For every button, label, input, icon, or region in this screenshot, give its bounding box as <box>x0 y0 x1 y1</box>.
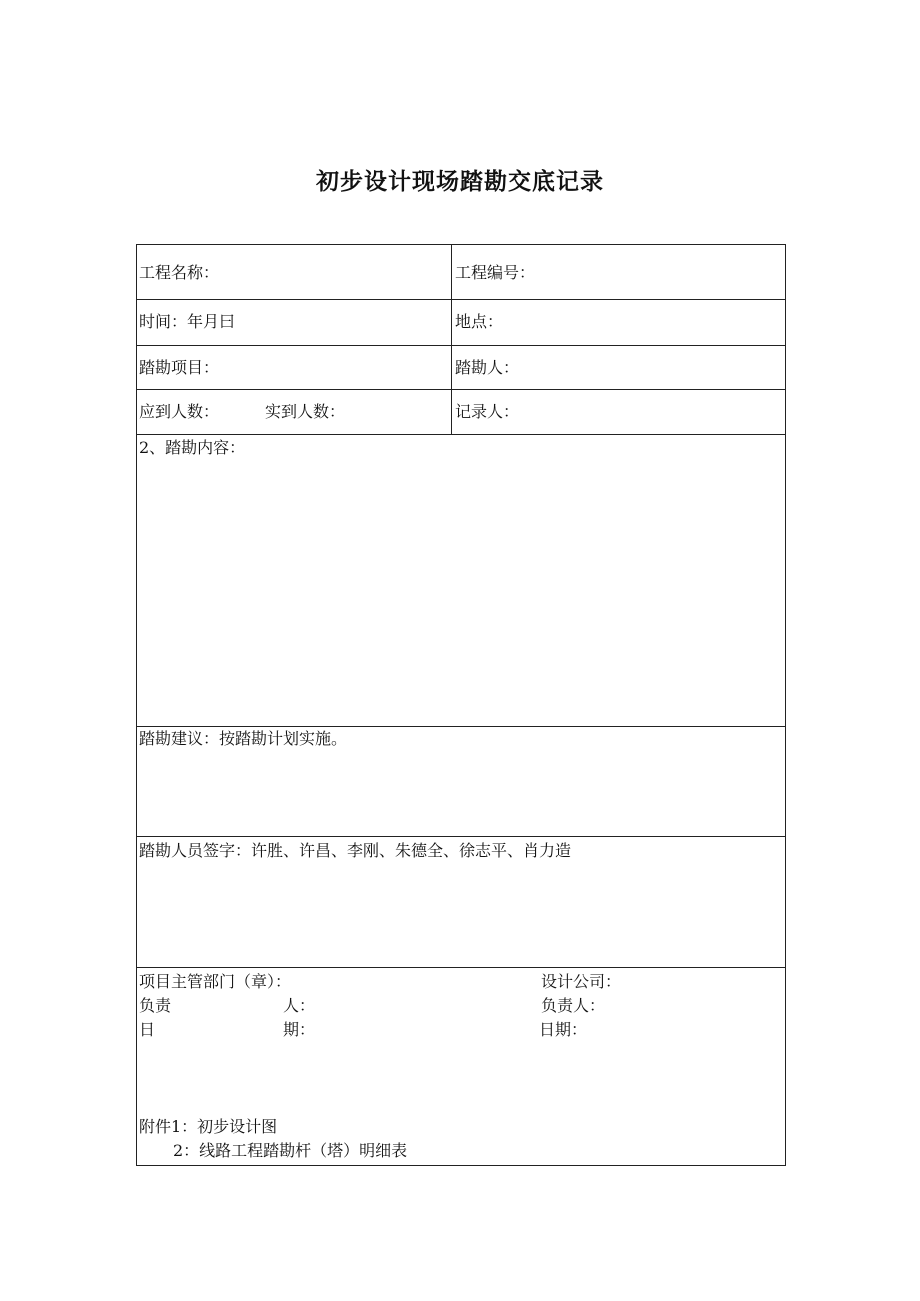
row-divider <box>137 299 785 300</box>
survey-form <box>136 244 786 1166</box>
dept-date-suffix: 期： <box>283 1020 316 1039</box>
row-divider <box>137 967 785 968</box>
project-number-label: 工程编号： <box>455 263 536 282</box>
recorder-label: 记录人： <box>455 402 520 421</box>
time-label: 时间：年月曰 <box>139 312 236 331</box>
survey-content-label: 2、踏勘内容： <box>139 438 246 457</box>
signatures-label: 踏勘人员签字：许胜、许昌、李刚、朱德全、徐志平、肖力造 <box>139 841 572 860</box>
project-name-label: 工程名称： <box>139 263 220 282</box>
dept-responsible-suffix: 人： <box>283 996 316 1015</box>
company-responsible-label: 负责人： <box>541 996 606 1015</box>
row-divider <box>137 345 785 346</box>
survey-item-label: 踏勘项目： <box>139 358 220 377</box>
company-label: 设计公司： <box>541 972 622 991</box>
attachment-2: 2：线路工程踏勘杆（塔）明细表 <box>173 1141 408 1160</box>
surveyor-label: 踏勘人： <box>455 358 520 377</box>
column-divider <box>451 245 452 435</box>
dept-label: 项目主管部门（章）： <box>139 972 292 991</box>
attachment-1: 附件1：初步设计图 <box>139 1117 278 1136</box>
row-divider <box>137 836 785 837</box>
page-title: 初步设计现场踏勘交底记录 <box>316 169 604 195</box>
row-divider <box>137 726 785 727</box>
expected-count-label: 应到人数： <box>139 402 220 421</box>
dept-responsible-label: 负责 <box>139 996 172 1015</box>
company-date-label: 日期： <box>539 1020 588 1039</box>
location-label: 地点： <box>455 312 504 331</box>
row-divider <box>137 434 785 435</box>
row-divider <box>137 389 785 390</box>
survey-suggestion-label: 踏勘建议：按踏勘计划实施。 <box>139 729 348 748</box>
dept-date-label: 日 <box>139 1020 156 1039</box>
actual-count-label: 实到人数： <box>265 402 346 421</box>
